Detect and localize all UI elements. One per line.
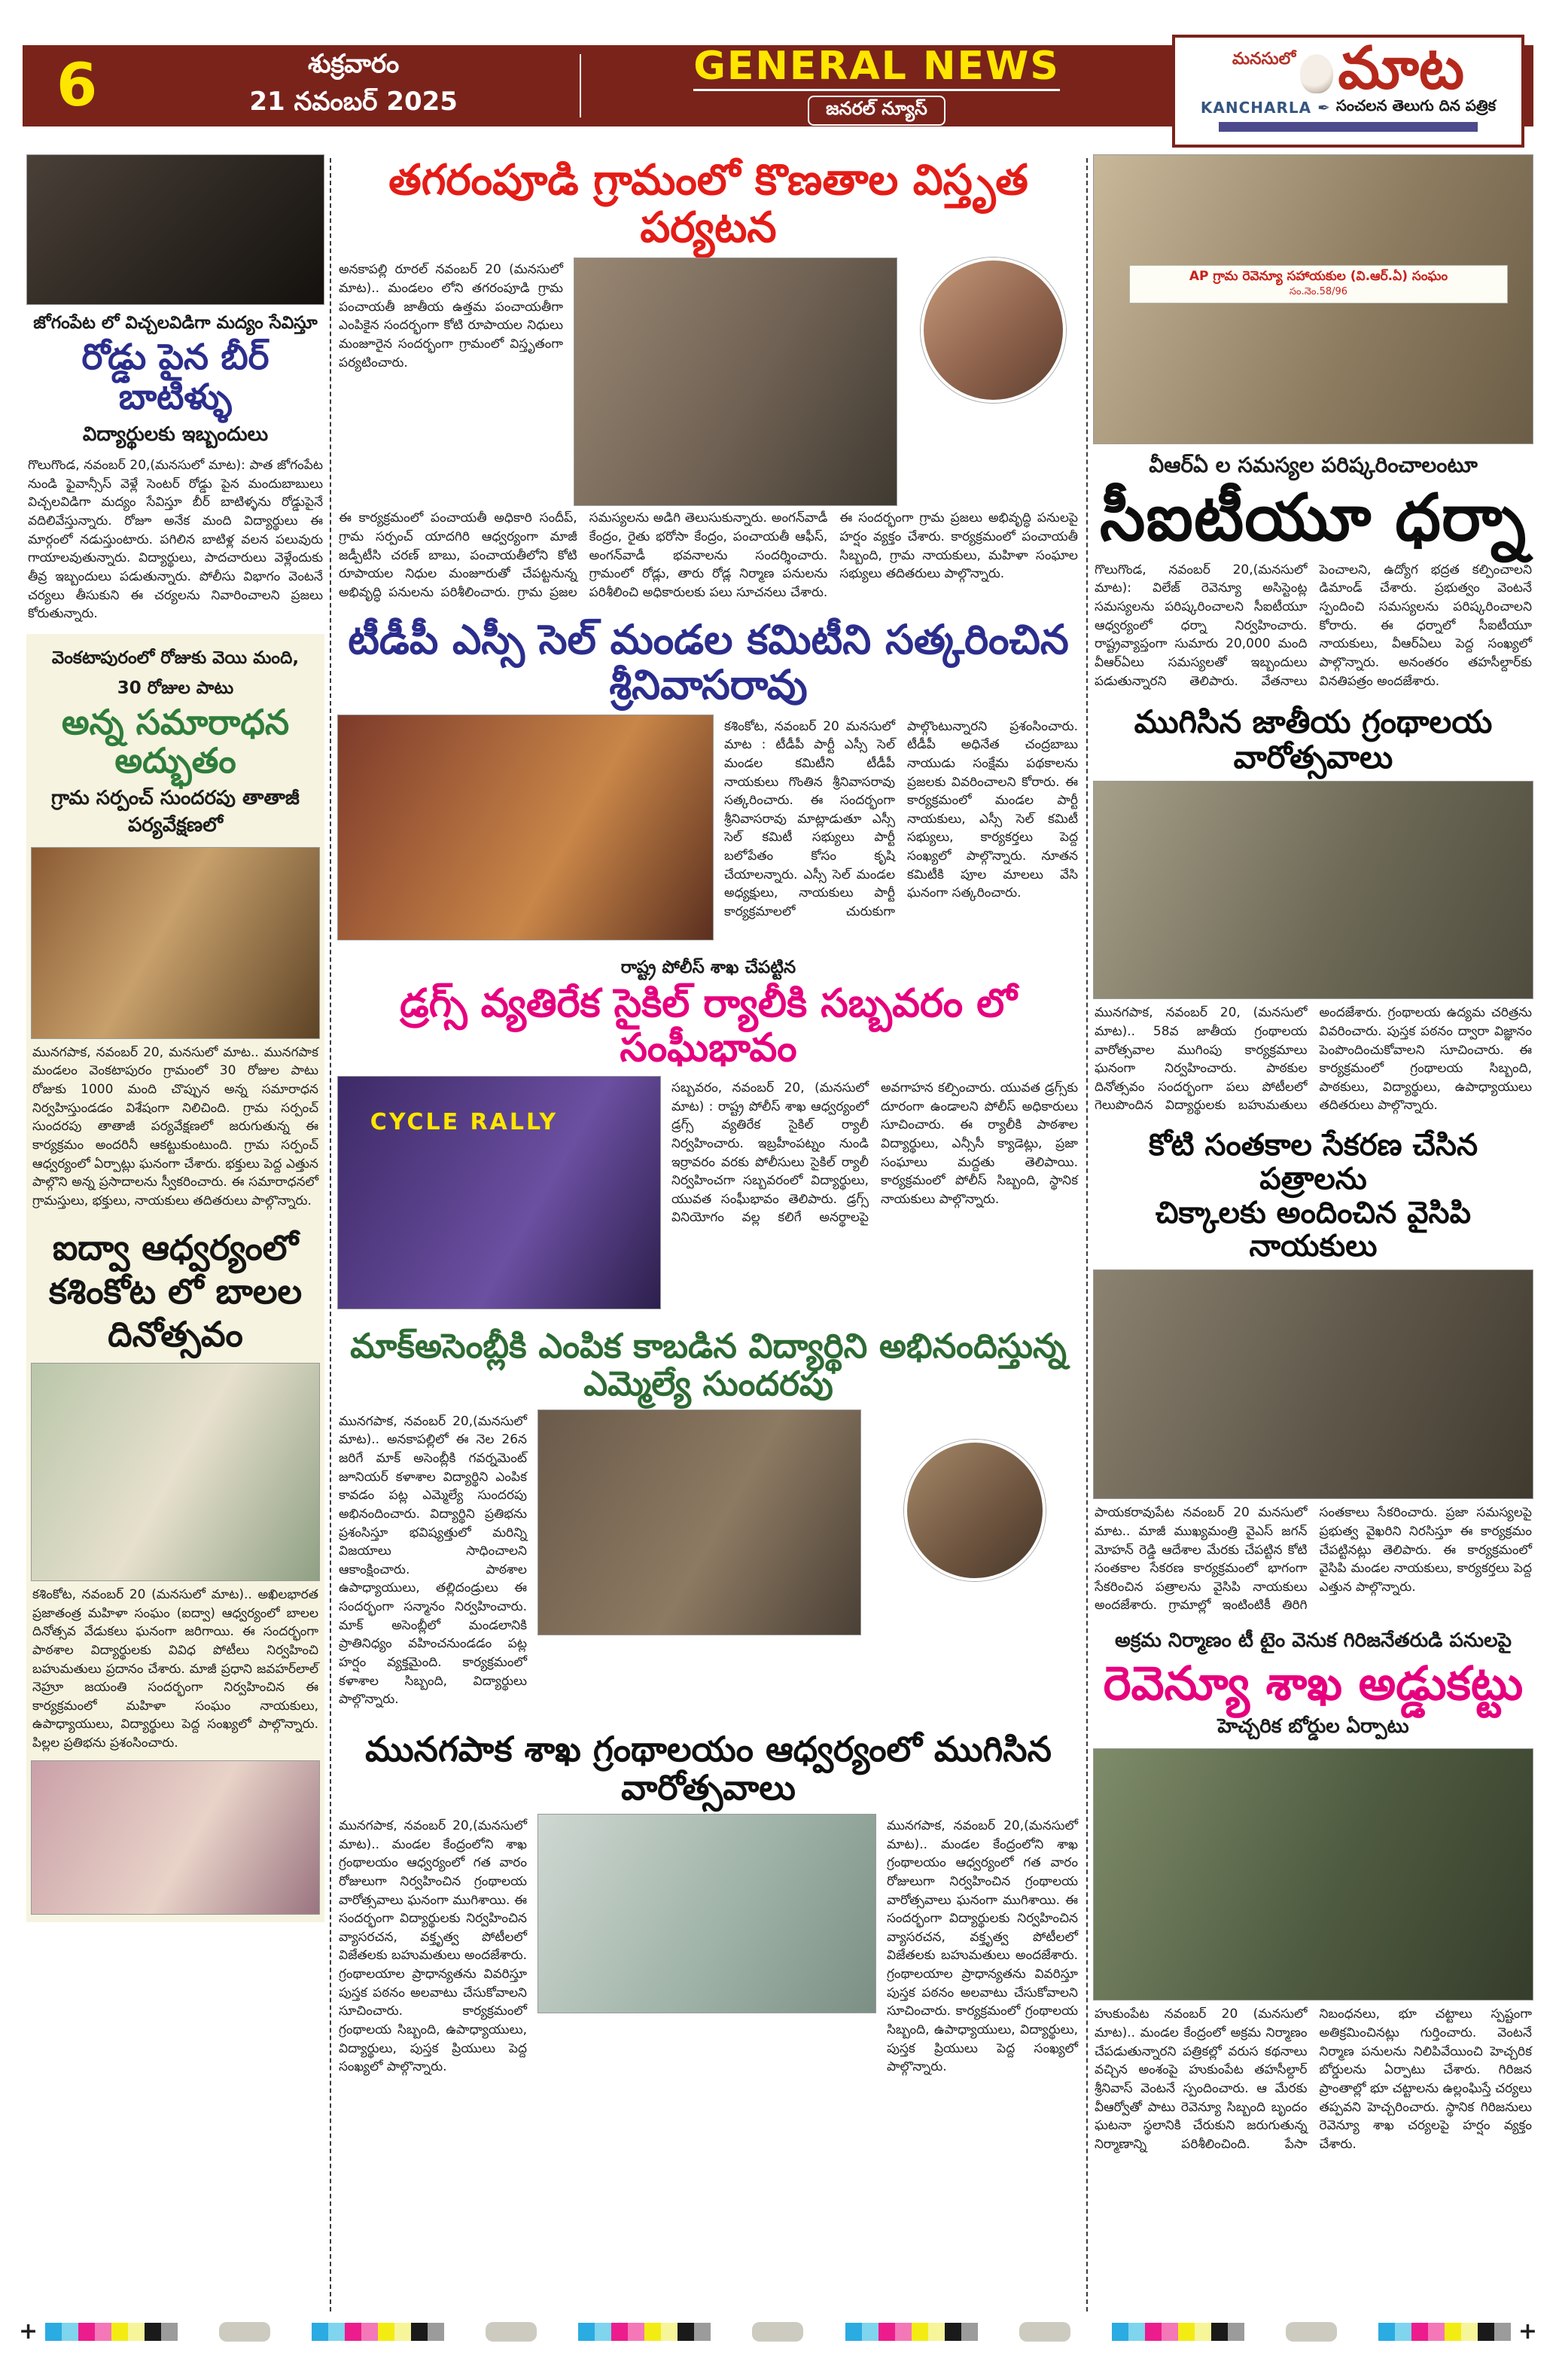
gray-blob [1286,2322,1337,2342]
subhead: గ్రామ సర్పంచ్ సుందరపు తాతాజీ పర్యవేక్షణలో [51,786,300,837]
photo-village-visit [574,258,897,506]
registration-mark-right: + [1518,2318,1537,2345]
photo-tdp-felicitation [337,715,714,940]
day-label: శుక్రవారం [308,49,400,79]
article-munagapaka-library [337,1730,1079,2080]
print-calibration-strip [19,2318,1537,2345]
color-swatch-group [578,2323,711,2341]
color-swatch-group [1112,2323,1244,2341]
headline: తగరంపూడి గ్రామంలో కొణతాల విస్తృత పర్యటన [388,156,1028,252]
right-column [1093,154,1533,2315]
gray-blob [486,2322,537,2342]
kicker: వెంకటాపురంలో రోజుకు వెయి మంది, [51,648,300,668]
kicker: వీఆర్ఏ ల సమస్యల పరిష్కరించాలంటూ [1149,453,1478,477]
color-swatch-group [845,2323,978,2341]
article-body: మునగపాక, నవంబర్ 20, మనసులో మాట.. మునగపాక మండలం వెంకటాపురం గ్రామంలో 30 రోజుల పాటు రోజుకు 1000 మంది చొప్పున అన్న సమారాధన నిర్వహిస్తుండడం విశేషంగా నిలిచింది. గ్రామ సర్పంచ్ సుందరపు తాతాజీ పర్యవేక్షణలో జరుగుతున్న ఈ కార్యక్రమం అందరినీ ఆకట్టుకుంటుంది. గ్రామ సర్పంచ్ ఆధ్వర్యంలో ఏర్పాట్లు ఘనంగా చేశారు. భక్తులు పెద్ద ఎత్తున పాల్గొని అన్న ప్రసాదాలను స్వీకరించారు. ఈ సమారాధనలో గ్రామస్తులు, భక్తులు, నాయకులు తదితరులు పాల్గొన్నారు. [32,1044,318,1208]
headline-line1: కోటి సంతకాల సేకరణ చేసిన పత్రాలను [1148,1128,1478,1196]
photo-library-event [537,1814,876,2013]
headline: రెవెన్యూ శాఖ అడ్డుకట్టు [1103,1655,1524,1711]
photo-annadanam-crowd [31,847,320,1039]
section-title-en: GENERAL NEWS [693,46,1060,91]
headline: ఐద్వా ఆధ్వర్యంలో కశింకోట లో బాలల దినోత్సవం [48,1227,303,1355]
cream-section [26,634,324,1922]
article-tdp-sc-cell [337,617,1079,940]
page-number: 6 [56,52,98,120]
article-body: ఈ కార్యక్రమంలో పంచాయతీ అధికారి సందీప్, గ్రామ సర్పంచ్ యాదగిరి ఆధ్వర్యంగా మాజీ జడ్పీటీసి చరణ్ బాబు, పంచాయతీలోని కోటి రూపాయల నిధుల మంజూరుతో చేపట్టనున్న అభివృద్ధి పనులను పరిశీలించారు. గ్రామ ప్రజల సమస్యలను అడిగి తెలుసుకున్నారు. అంగన్‌వాడీ కేంద్రం, రైతు భరోసా కేంద్రం, పంచాయతీ ఆఫీస్, అంగన్‌వాడీ భవనాలను సందర్శించారు. గ్రామంలో రోడ్లు, తారు రోడ్ల నిర్మాణ పనులను పరిశీలించి అధికారులకు పలు సూచనలు చేశారు. ఈ సందర్భంగా గ్రామ ప్రజలు అభివృద్ధి పనులపై హర్షం వ్యక్తం చేశారు. కార్యక్రమంలో పంచాయతీ సిబ్బంది, గ్రామ నాయకులు, మహిళా సంఘాల సభ్యులు తదితరులు పాల్గొన్నారు. [339,510,1078,600]
headline: డ్రగ్స్ వ్యతిరేక సైకిల్ ర్యాలీకి సబ్బవరం లో సంఘీభావం [400,981,1017,1071]
article-body: గొలుగొండ, నవంబర్ 20,(మనసులో మాట): పాత జోగంపేట నుండి ఫైవాన్సీస్ వెళ్లే సెంటర్ రోడ్డు పైన మందుబాబులు విచ్చలవిడిగా మద్యం సేవిస్తూ బీర్ బాటిళ్ళను రోడ్డుపైనే వదిలివేస్తున్నారు. రోజూ అనేక మంది విద్యార్థులు ఈ మార్గంలో నడుస్తుంటారు. పగిలిన బాటిళ్ల వలన పలువురు గాయాలవుతున్నారు. విద్యార్థులు, పాదచారులు వెళ్లేందుకు తీవ్ర ఇబ్బందులు పడుతున్నారు. పోలీసు విభాగం వెంటనే చర్యలు తీసుకుని ఈ చర్యలను నివారించాలని ప్రజలు కోరుతున్నారు. [28,458,323,622]
headline: ముగిసిన జాతీయ గ్రంథాలయ వారోత్సవాలు [1134,703,1493,776]
day-date [127,49,580,123]
banner-number: సం.నెం.58/96 [1289,285,1348,297]
photo-ycp-handover [1093,1269,1533,1499]
masthead-publisher: KANCHARLA [1200,98,1312,117]
article-body: సబ్బవరం, నవంబర్ 20, (మనసులో మాట) : రాష్ట్ర పోలీస్ శాఖ ఆధ్వర్యంలో డ్రగ్స్ వ్యతిరేక సైకిల్ ర్యాలీ నిర్వహించారు. ఇబ్రహీంపట్నం నుండి ఇర్రావరం వరకు పోలీసులు సైకిల్ ర్యాలీ నిర్వహించగా సబ్బవరంలో విద్యార్థులు, యువత సంఘీభావం తెలిపారు. డ్రగ్స్ వినియోగం వల్ల కలిగే అనర్థాలపై అవగాహన కల్పించారు. యువత డ్రగ్స్‌కు దూరంగా ఉండాలని పోలీస్ అధికారులు సూచించారు. ఈ ర్యాలీకి పాఠశాల విద్యార్థులు, ఎన్సీసీ క్యాడెట్లు, ప్రజా సంఘాలు మద్దతు తెలిపాయి. కార్యక్రమంలో పోలీస్ సిబ్బంది, స్థానిక నాయకులు పాల్గొన్నారు. [671,1080,1078,1226]
registration-mark-left: + [19,2318,38,2345]
photo-construction-site [1093,1748,1533,2001]
headline [1093,1129,1533,1263]
center-column [337,154,1079,2315]
column-separator-left [330,158,331,2311]
banner-text: AP గ్రామ రెవెన్యూ సహాయకుల (వి.ఆర్.ఏ) సంఘం [1189,268,1448,284]
article-beer-bottles [26,312,324,623]
article-body: మునగపాక, నవంబర్ 20,(మనసులో మాట).. అనకాపల్లిలో ఈ నెల 26న జరిగే మాక్ అసెంబ్లీకి గవర్నమెంట్ జూనియర్ కళాశాల విద్యార్థిని ఎంపిక కావడం పట్ల ఎమ్మెల్యే సుందరపు అభినందించారు. విద్యార్థిని ప్రతిభను ప్రశంసిస్తూ భవిష్యత్తులో మరిన్ని విజయాలు సాధించాలని ఆకాంక్షించారు. పాఠశాల ఉపాధ్యాయులు, తల్లిదండ్రులు ఈ సందర్భంగా సన్మానం నిర్వహించారు. మాక్ అసెంబ్లీలో మండలానికి ప్రాతినిధ్యం వహించనుండడం పట్ల హర్షం వ్యక్తమైంది. కార్యక్రమంలో కళాశాల సిబ్బంది, విద్యార్థులు పాల్గొన్నారు. [339,1413,527,1708]
article-body: మునగపాక, నవంబర్ 20,(మనసులో మాట).. మండల కేంద్రంలోని శాఖ గ్రంథాలయం ఆధ్వర్యంలో గత వారం రోజులుగా నిర్వహించిన గ్రంథాలయ వారోత్సవాలు ఘనంగా ముగిశాయి. ఈ సందర్భంగా విద్యార్థులకు నిర్వహించిన వ్యాసరచన, వక్తృత్వ పోటీలలో విజేతలకు బహుమతులు అందజేశారు. గ్రంథాలయాల ప్రాధాన్యతను వివరిస్తూ పుస్తక పఠనం అలవాటు చేసుకోవాలని సూచించారు. కార్యక్రమంలో గ్రంథాలయ సిబ్బంది, ఉపాధ్యాయులు, విద్యార్థులు, పుస్తక ప్రియులు పెద్ద సంఖ్యలో పాల్గొన్నారు. [339,1818,528,2075]
kicker: అక్రమ నిర్మాణం టీ టైం వెనుక గిరిజనేతరుడి పనులపై [1114,1629,1512,1653]
left-column [26,154,324,2315]
article-body: హుకుంపేట నవంబర్ 20 (మనసులో మాట).. మండల కేంద్రంలో అక్రమ నిర్మాణం చేపడుతున్నారని పత్రికల్లో వరుస కథనాలు వచ్చిన అంశంపై హుకుంపేట తహసీల్దార్ శ్రీనివాస్ వెంటనే స్పందించారు. ఆ మేరకు వీఆర్వోతో పాటు రెవెన్యూ సిబ్బంది బృందం ఘటనా స్థలానికి చేరుకుని జరుగుతున్న నిర్మాణాన్ని పరిశీలించింది. పేసా నిబంధనలు, భూ చట్టాలు స్పష్టంగా అతిక్రమించినట్లు గుర్తించారు. వెంటనే నిర్మాణ పనులను నిలిపివేయించి హెచ్చరిక బోర్డులను ఏర్పాటు చేశారు. గిరిజన ప్రాంతాల్లో భూ చట్టాలను ఉల్లంఘిస్తే చర్యలు తప్పవని హెచ్చరించారు. స్థానిక గిరిజనులు రెవెన్యూ శాఖ చర్యలపై హర్షం వ్యక్తం చేశారు. [1095,2007,1532,2152]
photo-banner [1129,265,1509,303]
article-cycle-rally [337,957,1079,1309]
headline-line2: చిక్కాలకు అందించిన వైసిపి నాయకులు [1155,1195,1472,1264]
article-childrens-day [31,1227,320,1914]
article-mock-assembly [337,1327,1079,1712]
photo-mock-assembly [537,1409,861,1635]
masthead-band [23,35,1533,126]
article-revenue-block [1093,1629,1533,2153]
photo-cycle-rally [337,1076,661,1309]
masthead-bottom-bar [1219,122,1477,132]
date-label: 21 నవంబర్ 2025 [249,87,458,117]
article-body: కశింకోట, నవంబర్ 20 (మనసులో మాట).. అఖిలభారత ప్రజాతంత్ర మహిళా సంఘం (ఐద్వా) ఆధ్వర్యంలో బాలల దినోత్సవ వేడుకలు ఘనంగా జరిగాయి. ఈ సందర్భంగా పాఠశాల విద్యార్థులకు వివిధ పోటీలు నిర్వహించి బహుమతులు ప్రదానం చేశారు. మాజీ ప్రధాని జవహర్‌లాల్ నెహ్రూ జయంతి సందర్భంగా నిర్వహించిన ఈ కార్యక్రమంలో మహిళా సంఘం నాయకులు, ఉపాధ్యాయులు, విద్యార్థులు పెద్ద సంఖ్యలో పాల్గొన్నారు. పిల్లల ప్రతిభను ప్రశంసించారు. [32,1586,318,1751]
photo-childrens-day-tent [31,1363,320,1581]
rally-backdrop-text: CYCLE RALLY [370,1109,559,1136]
article-body: పాయకరావుపేట నవంబర్ 20 మనసులో మాట.. మాజీ ముఖ్యమంత్రి వైఎస్ జగన్ మోహన్ రెడ్డి ఆదేశాల మేరకు చేపట్టిన కోటి సంతకాల సేకరణ కార్యక్రమంలో భాగంగా సేకరించిన పత్రాలను వైసిపి నాయకులు అందజేశారు. గ్రామాల్లో ఇంటింటికీ తిరిగి సంతకాలు సేకరించారు. ప్రజా సమస్యలపై ప్రభుత్వ వైఖరిని నిరసిస్తూ ఈ కార్యక్రమం చేపట్టినట్లు తెలిపారు. ఈ కార్యక్రమంలో వైసిపి మండల నాయకులు, కార్యకర్తలు పెద్ద ఎత్తున పాల్గొన్నారు. [1095,1505,1532,1614]
photo-inset-circle-mock [904,1440,1046,1581]
article-tagarampudi-visit [337,157,1079,602]
color-swatch-group [45,2323,178,2341]
kicker: రాష్ట్ర పోలీస్ శాఖ చేపట్టిన [620,957,796,977]
masthead-face-icon [1300,54,1333,93]
headline: టీడీపీ ఎస్సీ సెల్ మండల కమిటీని సత్కరించిన శ్రీనివాసరావు [348,615,1069,709]
photo-citu-dharna [1093,154,1533,444]
article-body: గొలుగొండ, నవంబర్ 20,(మనసులో మాట): విలేజ్ రెవెన్యూ అసిస్టెంట్ల సమస్యలను పరిష్కరించాలని సీఐటీయూ ఆధ్వర్యంలో ధర్నా నిర్వహించారు. రాష్ట్రవ్యాప్తంగా సుమారు 20,000 మంది వీఆర్ఏలు సమస్యలతో ఇబ్బందులు పడుతున్నారని తెలిపారు. వేతనాలు పెంచాలని, ఉద్యోగ భద్రత కల్పించాలని డిమాండ్ చేశారు. ప్రభుత్వం వెంటనే స్పందించి సమస్యలను పరిష్కరించాలని కోరారు. ఈ ధర్నాలో సీఐటీయూ నాయకులు, వీఆర్ఏలు పెద్ద సంఖ్యలో పాల్గొన్నారు. అనంతరం తహసీల్దార్‌కు వినతిపత్రం అందజేశారు. [1095,562,1532,689]
article-ycp-signatures [1093,1129,1533,1615]
article-annadanam [31,648,320,1211]
masthead-title: మాట [1338,35,1465,102]
article-body-cont: మునగపాక, నవంబర్ 20,(మనసులో మాట).. మండల కేంద్రంలోని శాఖ గ్రంథాలయం ఆధ్వర్యంలో గత వారం రోజులుగా నిర్వహించిన గ్రంథాలయ వారోత్సవాలు ఘనంగా ముగిశాయి. ఈ సందర్భంగా విద్యార్థులకు నిర్వహించిన వ్యాసరచన, వక్తృత్వ పోటీలలో విజేతలకు బహుమతులు అందజేశారు. గ్రంథాలయాల ప్రాధాన్యతను వివరిస్తూ పుస్తక పఠనం అలవాటు చేసుకోవాలని సూచించారు. కార్యక్రమంలో గ్రంథాలయ సిబ్బంది, ఉపాధ్యాయులు, విద్యార్థులు, పుస్తక ప్రియులు పెద్ద సంఖ్యలో పాల్గొన్నారు. [887,1818,1078,2075]
headline: సీఐటీయూ ధర్నా [1099,480,1527,556]
article-body-lead: అనకాపల్లి రూరల్ నవంబర్ 20 (మనసులో మాట).. మండలం లోని తగరంపూడి గ్రామ పంచాయతీ జాతీయ ఉత్తమ పంచాయతీగా ఎంపికైన సందర్భంగా కోటి రూపాయల నిధులు మంజూరైన సందర్భంగా గ్రామంలో విస్తృతంగా పర్యటించారు. [339,262,563,370]
color-strip-track [45,2322,1511,2342]
headline: అన్న సమారాధన అద్భుతం [61,701,290,782]
article-body: మునగపాక, నవంబర్ 20, (మనసులో మాట).. 58వ జాతీయ గ్రంథాలయ వారోత్సవాల ముగింపు కార్యక్రమాలు ఘనంగా నిర్వహించారు. పాఠకుల దినోత్సవం సందర్భంగా పలు పోటీలలో గెలుపొందిన విద్యార్థులకు బహుమతులు అందజేశారు. గ్రంథాలయ ఉద్యమ చరిత్రను వివరించారు. పుస్తక పఠనం ద్వారా విజ్ఞానం పెంపొందించుకోవాలని సూచించారు. ఈ కార్యక్రమంలో గ్రంథాలయ సిబ్బంది, పాఠకులు, విద్యార్థులు, ఉపాధ్యాయులు తదితరులు పాల్గొన్నారు. [1095,1005,1532,1114]
headline: మాక్‌అసెంబ్లీకి ఎంపిక కాబడిన విద్యార్థిని అభినందిస్తున్న ఎమ్మెల్యే సుందరపు [350,1325,1067,1404]
subhead: విద్యార్థులకు ఇబ్బందులు [82,423,269,446]
masthead-logo [1172,35,1524,148]
color-swatch-group [312,2323,444,2341]
article-body: కశింకోట, నవంబర్ 20 మనసులో మాట : టీడీపీ పార్టీ ఎస్సీ సెల్ మండల కమిటీని టీడీపీ నాయకులు గొంతిన శ్రీనివాసరావు సత్కరించారు. ఈ సందర్భంగా శ్రీనివాసరావు మాట్లాడుతూ ఎస్సీ సెల్ కమిటీ సభ్యులు పార్టీ బలోపేతం కోసం కృషి చేయాలన్నారు. ఎస్సీ సెల్ మండల అధ్యక్షులు, నాయకులు పార్టీ కార్యక్రమాలలో చురుకుగా పాల్గొంటున్నారని ప్రశంసించారు. టీడీపీ అధినేత చంద్రబాబు నాయుడు సంక్షేమ పథకాలను ప్రజలకు వివరించాలని కోరారు. ఈ కార్యక్రమంలో మండల పార్టీ నాయకులు, ఎస్సీ సెల్ కమిటీ సభ్యులు, కార్యకర్తలు పెద్ద సంఖ్యలో పాల్గొన్నారు. నూతన కమిటీకి పూల మాలలు వేసి ఘనంగా సత్కరించారు. [724,718,1078,919]
section-title-te: జనరల్ న్యూస్ [808,96,945,126]
masthead-tagline: సంచలన తెలుగు దిన పత్రిక [1335,96,1497,115]
masthead-pre-title: మనసులో [1232,50,1296,69]
gray-blob [1019,2322,1070,2342]
gray-blob [752,2322,803,2342]
subhead: హెచ్చరిక బోర్డుల ఏర్పాటు [1217,1715,1409,1739]
kicker-line2: 30 రోజుల పాటు [117,678,234,698]
photo-library-week-group [1093,781,1533,999]
photo-beer-bottles-road [26,154,324,305]
headline: మునగపాక శాఖ గ్రంథాలయం ఆధ్వర్యంలో ముగిసిన వారోత్సవాలు [365,1728,1052,1809]
column-separator-right [1086,158,1088,2311]
header-left [23,49,580,123]
article-citu-dharna [1093,154,1533,690]
photo-inset-circle-visit [921,258,1066,403]
pen-icon: ✒ [1317,98,1330,117]
color-swatch-group [1378,2323,1511,2341]
photo-childrens-day-group [31,1760,320,1915]
gray-blob [219,2322,270,2342]
kicker: జోగంపేట లో విచ్చలవిడిగా మద్యం సేవిస్తూ [33,313,318,333]
headline: రోడ్డు పైన బీర్ బాటిళ్ళు [81,336,269,418]
article-national-library-week [1093,704,1533,1115]
